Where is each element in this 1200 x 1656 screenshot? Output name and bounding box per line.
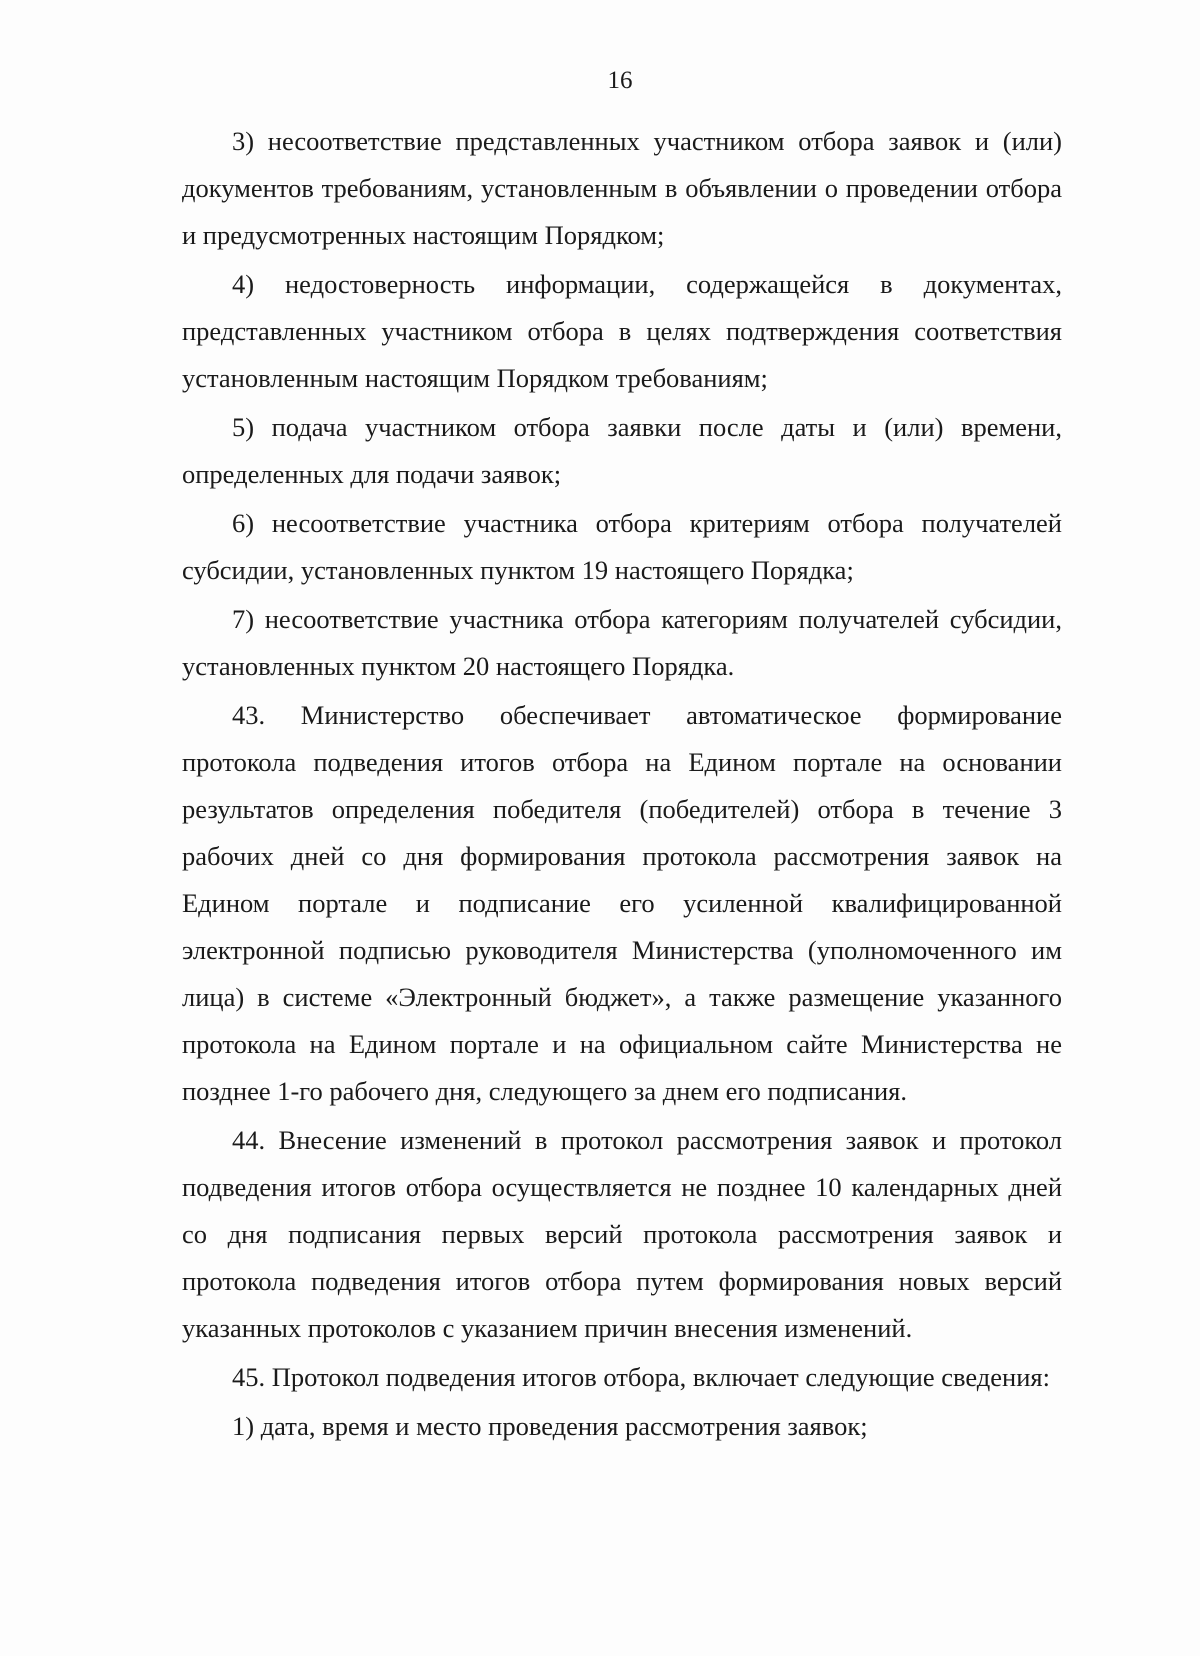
paragraph-section-43: 43. Министерство обеспечивает автоматическое формирование протокола подведения итогов отбора на Едином портале на основании результатов определения победителя (победителей) отбора в течение 3 рабочих дней со дня формирования протокола рассмотрения заявок на Едином портале и подписание его усиленной квалифицированной электронной подписью руководителя Министерства (уполномоченного им лица) в системе «Электронный бюджет», а также размещение указанного протокола на Едином портале и на официальном сайте Министерства не позднее 1-го рабочего дня, следующего за днем его подписания. (182, 700, 1062, 1106)
paragraph-section-45: 45. Протокол подведения итогов отбора, включает следующие сведения: (232, 1362, 1050, 1392)
paragraph-item-6: 6) несоответствие участника отбора критериям отбора получателей субсидии, установленных пунктом 19 настоящего Порядка; (182, 508, 1062, 585)
paragraph-section-44: 44. Внесение изменений в протокол рассмотрения заявок и протокол подведения итогов отбора осуществляется не позднее 10 календарных дней со дня подписания первых версий протокола рассмотрения заявок и протокола подведения итогов отбора путем формирования новых версий указанных протоколов с указанием причин внесения изменений. (182, 1125, 1062, 1343)
paragraph-item-1: 1) дата, время и место проведения рассмотрения заявок; (232, 1411, 868, 1441)
document-body (182, 118, 1062, 1450)
paragraph-item-5: 5) подача участником отбора заявки после даты и (или) времени, определенных для подачи заявок; (182, 412, 1062, 489)
page-number: 16 (607, 67, 633, 94)
paragraph-item-3: 3) несоответствие представленных участником отбора заявок и (или) документов требованиям, установленным в объявлении о проведении отбора и предусмотренных настоящим Порядком; (182, 126, 1062, 250)
paragraph-item-4: 4) недостоверность информации, содержащейся в документах, представленных участником отбора в целях подтверждения соответствия установленным настоящим Порядком требованиям; (182, 269, 1062, 393)
paragraph-item-7: 7) несоответствие участника отбора категориям получателей субсидии, установленных пунктом 20 настоящего Порядка. (182, 604, 1062, 681)
